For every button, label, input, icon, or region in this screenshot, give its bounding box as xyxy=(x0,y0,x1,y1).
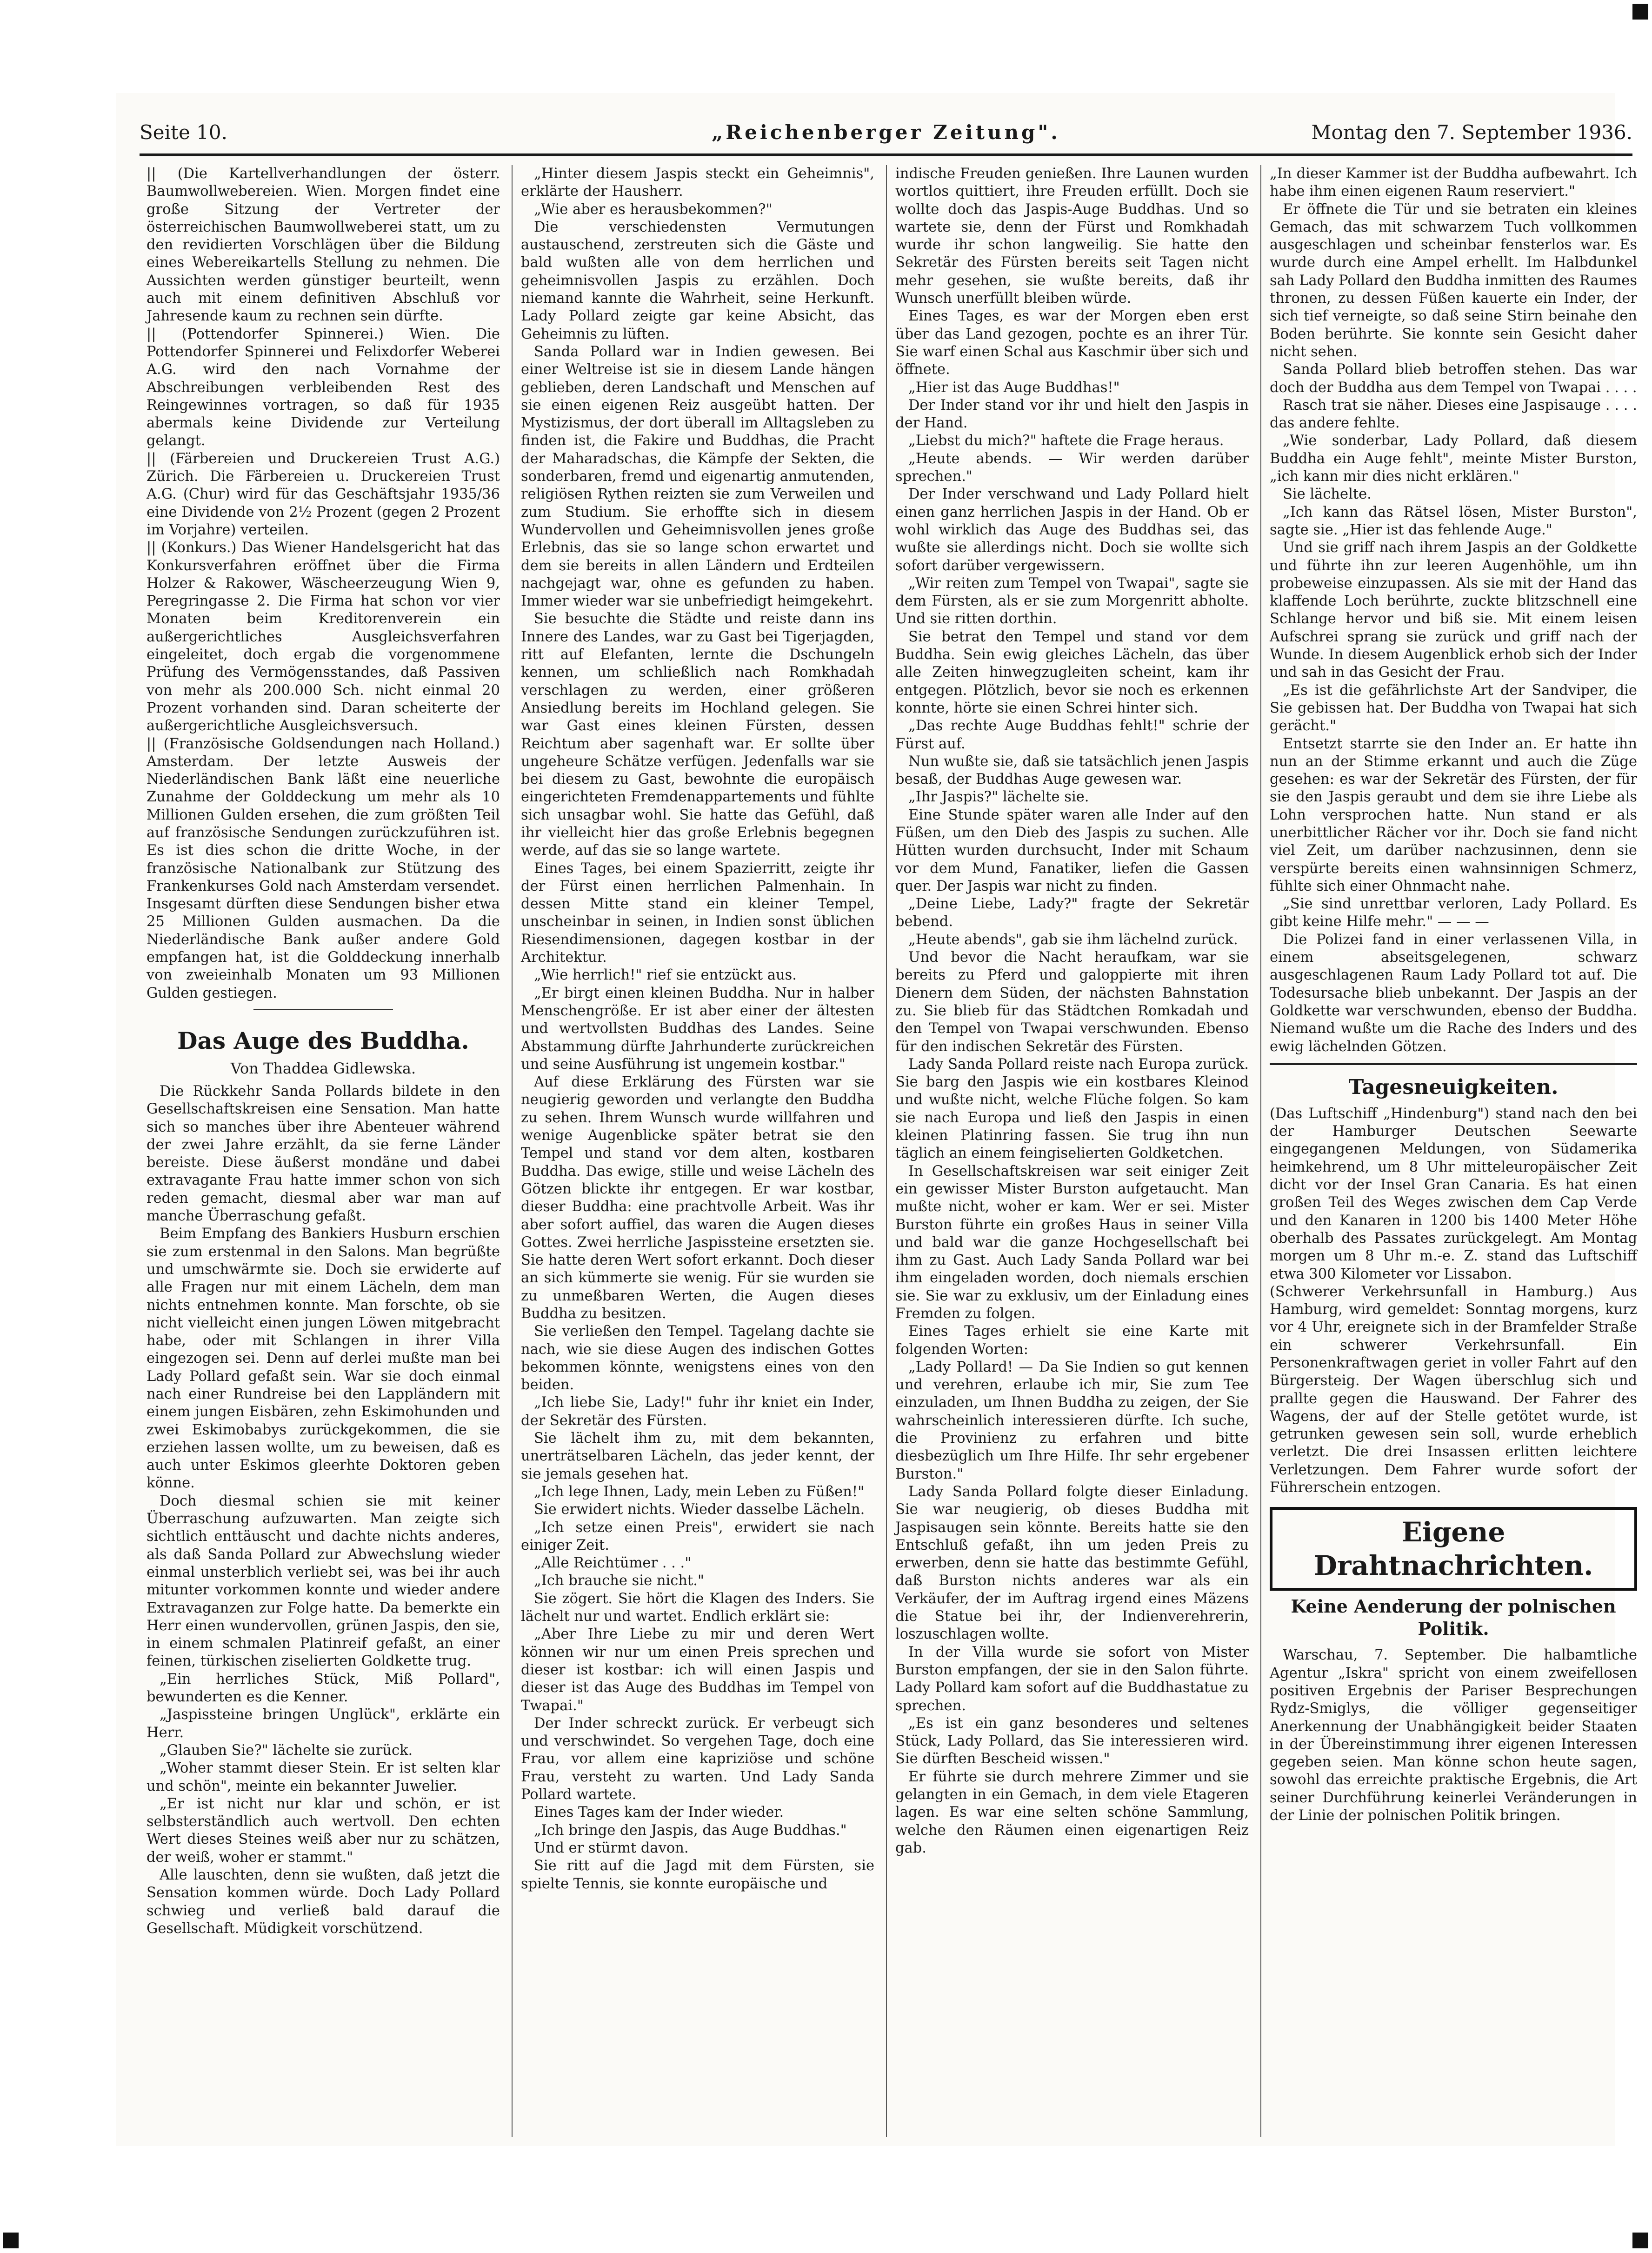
story-paragraph: „In dieser Kammer ist der Buddha aufbewahrt. Ich habe ihm einen eigenen Raum reserviert." xyxy=(1270,166,1637,200)
story-paragraph: indische Freuden genießen. Ihre Launen wurden wortlos quittiert, ihre Freuden erfüllt. Doch sie wollte doch das Jaspis-Auge Buddhas. Und so wartete sie, denn der Fürst und Romkhadah wurde ihr schon langweilig. Sie hatte den Sekretär des Fürsten bereits seit Tagen nicht mehr gesehen, sie wußte bereits, daß ihr Wunsch unerfüllt bleiben würde. xyxy=(895,166,1249,307)
story-paragraph: Nun wußte sie, daß sie tatsächlich jenen Jaspis besaß, der Buddhas Auge gewesen war. xyxy=(895,753,1249,788)
masthead: „Reichenberger Zeitung". xyxy=(712,121,1060,144)
story-paragraph: Er öffnete die Tür und sie betraten ein kleines Gemach, das mit schwarzem Tuch vollkommen ausgeschlagen und scheinbar fensterlos war. Es wurde durch eine Ampel erhellt. Im Halbdunkel sah Lady Pollard den Buddha inmitten des Raumes thronen, zu dessen Füßen kauerte ein Inder, der sich tief verneigte, so daß seine Stirn beinahe den Boden berührte. Sie konnte sein Gesicht daher nicht sehen. xyxy=(1270,201,1637,360)
story-paragraph: „Hier ist das Auge Buddhas!" xyxy=(908,379,1120,396)
story-paragraph: „Ich kann das Rätsel lösen, Mister Burston", sagte sie. „Hier ist das fehlende Auge." xyxy=(1270,504,1637,538)
story-paragraph: Lady Sanda Pollard reiste nach Europa zurück. Sie barg den Jaspis wie ein kostbares Kleinod und wußte nicht, welche Flüche folgen. So kam sie nach Europa und ließ den Jaspis in einen kleinen Platinring fassen. Sie trug ihn nun täglich an einem feingiselierten Goldketchen. xyxy=(895,1056,1249,1162)
story-paragraph: Sie ritt auf die Jagd mit dem Fürsten, sie spielte Tennis, sie konnte europäische und xyxy=(521,1858,874,1892)
story-paragraph: „Woher stammt dieser Stein. Er ist selten klar und schön", meinte ein bekannter Juwelier. xyxy=(147,1760,500,1794)
story-paragraph: Die verschiedensten Vermutungen austauschend, zerstreuten sich die Gäste und bald wußten alle von dem herrlichen und geheimnisvollen Jaspis zu erzählen. Doch niemand kannte die Wahrheit, seine Herkunft. Lady Pollard zeigte gar keine Absicht, das Geheimnis zu lüften. xyxy=(521,219,874,342)
section-heading-daily-news: Tagesneuigkeiten. xyxy=(1270,1063,1637,1101)
story-paragraph: „Ich liebe Sie, Lady!" fuhr ihr kniet ein Inder, der Sekretär des Fürsten. xyxy=(521,1394,874,1429)
story-paragraph: Auf diese Erklärung des Fürsten war sie neugierig geworden und verlangte den Buddha zu sehen. Ihrem Wunsch wurde willfahren und wenige Augenblicke später betrat sie den Tempel und stand vor dem alten, kostbaren Buddha. Das ewige, stille und weise Lächeln des Götzen blickte ihr entgegen. Er war kostbar, dieser Buddha: eine prachtvolle Arbeit. Was ihr aber sofort auffiel, das waren die Augen dieses Gottes. Zwei herrliche Jaspissteine ersetzten sie. Sie hatte deren Wert sofort erkannt. Doch dieser an sich kümmerte sie wenig. Für sie wurden sie zu unmeßbaren Werten, die Augen dieses Buddha zu besitzen. xyxy=(521,1074,874,1322)
story-paragraph: „Heute abends", gab sie ihm lächelnd zurück. xyxy=(908,931,1238,948)
news-item-airship: (Das Luftschiff „Hindenburg") stand nach den bei der Hamburger Deutschen Seewarte eingegangenen Meldungen, von Südamerika heimkehrend, um 8 Uhr mitteleuropäischer Zeit dicht vor der Insel Gran Canaria. Es hat einen großen Teil des Weges zwischen dem Cap Verde und den Kanaren in 1200 bis 1400 Meter Höhe oberhalb des Passates zurückgelegt. Am Montag morgen um 8 Uhr m.-e. Z. stand das Luftschiff etwa 300 Kilometer vor Lissabon. xyxy=(1270,1105,1637,1282)
story-paragraph: Sie betrat den Tempel und stand vor dem Buddha. Sein ewig gleiches Lächeln, das über alle Zeiten hinwegzugleiten scheint, kam ihr entgegen. Plötzlich, bevor sie noch es erkennen konnte, hörte sie einen Schrei hinter sich. xyxy=(895,628,1249,716)
story-paragraph: „Es ist ein ganz besonderes und seltenes Stück, Lady Pollard, das Sie interessieren wird. Sie dürften Bescheid wissen." xyxy=(895,1715,1249,1767)
story-paragraph: „Wie herrlich!" rief sie entzückt aus. xyxy=(534,967,797,984)
story-paragraph: „Ich brauche sie nicht." xyxy=(534,1573,704,1589)
news-item-cartel: || (Die Kartellverhandlungen der österr. Baumwollwebereien. Wien. Morgen findet eine große Sitzung der Vertreter der österreichischen Baumwollweberei statt, um zu den revidierten Vorschlägen über die Bildung eines Webereikartells Stellung zu nehmen. Die Aussichten werden günstiger beurteilt, wenn auch mit einem definitiven Abschluß vor Jahresende kaum zu rechnen sein dürfte. xyxy=(147,166,500,325)
story-byline: Von Thaddea Gidlewska. xyxy=(230,1059,416,1077)
story-paragraph: „Sie sind unrettbar verloren, Lady Pollard. Es gibt keine Hilfe mehr." — — — xyxy=(1270,896,1637,930)
section-rule xyxy=(253,1009,393,1010)
story-paragraph: „Glauben Sie?" lächelte sie zurück. xyxy=(160,1742,413,1759)
header-rule xyxy=(140,153,1632,156)
column-3 xyxy=(895,165,1249,1857)
story-paragraph: „Ich bringe den Jaspis, das Auge Buddhas." xyxy=(534,1822,847,1839)
column-2 xyxy=(521,165,874,1893)
story-paragraph: „Ich lege Ihnen, Lady, mein Leben zu Füßen!" xyxy=(534,1483,865,1500)
story-paragraph: Eines Tages erhielt sie eine Karte mit folgenden Worten: xyxy=(895,1323,1249,1358)
story-paragraph: Entsetzt starrte sie den Inder an. Er hatte ihn nun an der Stimme erkannt und auch die Züge gesehen: es war der Sekretär des Fürsten, der für sie den Jaspis geraubt und dem sie ihre Liebe als Lohn versprochen hatte. Nun stand er als unerbittlicher Rächer vor ihr. Doch sie fand nicht viel Zeit, um darüber nachzusinnen, denn sie verspürte bereits einen wahnsinnigen Schmerz, fühlte sich einer Ohnmacht nahe. xyxy=(1270,735,1637,894)
story-paragraph: Eine Stunde später waren alle Inder auf den Füßen, um den Dieb des Jaspis zu suchen. Alle Hütten wurden durchsucht, Inder mit Schaum vor dem Mund, Fanatiker, liefen die Gassen quer. Der Jaspis war nicht zu finden. xyxy=(895,807,1249,894)
story-paragraph: Und bevor die Nacht heraufkam, war sie bereits zu Pferd und galoppierte mit ihren Dienern dem Süden, der nächsten Bahnstation zu. Sie blieb für das Städtchen Romkadah und den Tempel von Twapai verschwunden. Ebenso für den indischen Sekretär des Fürsten. xyxy=(895,949,1249,1055)
story-paragraph: „Hinter diesem Jaspis steckt ein Geheimnis", erklärte der Hausherr. xyxy=(521,166,874,200)
news-item-bankruptcy: || (Konkurs.) Das Wiener Handelsgericht hat das Konkursverfahren eröffnet über die Firma Holzer & Rakower, Wäscheerzeugung Wien 9, Peregringasse 2. Die Firma hat schon vor vier Monaten beim Kreditorenverein ein außergerichtliches Ausgleichsverfahren eingeleitet, doch ergab die vorgenommene Prüfung des Vermögensstandes, daß Passiven von mehr als 200.000 Sch. nicht einmal 20 Prozent vorhanden sind. Daran scheiterte der außergerichtliche Ausgleichsversuch. xyxy=(147,540,500,734)
page-number: Seite 10. xyxy=(140,121,227,144)
story-paragraph: Sie lächelt ihm zu, mit dem bekannten, unerträtselbaren Lächeln, das jeder kennt, der sie jemals gesehen hat. xyxy=(521,1430,874,1482)
story-paragraph: „Deine Liebe, Lady?" fragte der Sekretär bebend. xyxy=(895,896,1249,930)
story-paragraph: „Wie aber es herausbekommen?" xyxy=(534,201,773,218)
story-paragraph: „Alle Reichtümer . . ." xyxy=(534,1555,692,1572)
column-divider xyxy=(886,165,887,2137)
wire-news-headline: Keine Aenderung der polnischen Politik. xyxy=(1291,1596,1616,1640)
story-paragraph: „Er ist nicht nur klar und schön, er ist selbsterständlich auch wertvoll. Den echten Wert dieses Steines weiß aber nur zu schätzen, der weiß, woher er stammt." xyxy=(147,1795,500,1866)
story-paragraph: Beim Empfang des Bankiers Husburn erschien sie zum erstenmal in den Salons. Man begrüßte und umschwärmte sie. Doch sie erwiderte auf alle Fragen nur mit einem Lächeln, dem man nichts entnehmen konnte. Man forschte, ob sie nicht vielleicht einen jungen Löwen mitgebracht habe, oder mit Schlangen in ihrer Villa eingezogen sei. Denn auf derlei mußte man bei Lady Pollard gefaßt sein. War sie doch einmal nach einer Rundreise bei den Lappländern mit einem jungen Eisbären, zehn Eskimohunden und zwei Eskimobabys zurückgekommen, die sie erziehen lassen wollte, um zu beweisen, daß es auch unter Eskimos gleerhte Doktoren geben könne. xyxy=(147,1226,500,1492)
story-paragraph: Der Inder verschwand und Lady Pollard hielt einen ganz herrlichen Jaspis in der Hand. Ob er wohl wirklich das Auge des Buddhas sei, das wußte sie allerdings nicht. Doch sie wollte sich sofort darüber vergewissern. xyxy=(895,486,1249,574)
news-item-gold-shipments: || (Französische Goldsendungen nach Holland.) Amsterdam. Der letzte Ausweis der Niederländischen Bank läßt eine neuerliche Zunahme der Golddeckung um mehr als 10 Millionen Gulden ersehen, die zum größten Teil auf französische Sendungen zurückzuführen ist. Es ist dies schon die dritte Woche, in der französische Nationalbank zur Stützung des Frankenkurses Gold nach Amsterdam versendet. Insgesamt dürften diese Sendungen bisher etwa 25 Millionen Gulden ausmachen. Da die Niederländische Bank außer andere Gold empfangen hat, ist die Golddeckung innerhalb von zweieinhalb Monaten um 93 Millionen Gulden gestiegen. xyxy=(147,735,500,1001)
story-paragraph: In Gesellschaftskreisen war seit einiger Zeit ein gewisser Mister Burston aufgetaucht. Man mußte nicht, woher er kam. Wer er sei. Mister Burston führte ein großes Haus in seiner Villa und bald war die ganze Hochgesellschaft bei ihm zu Gast. Auch Lady Sanda Pollard war bei ihm eingeladen worden, doch niemals erschien sie. Sie war zu exklusiv, um der Einladung eines Fremden zu folgen. xyxy=(895,1163,1249,1322)
story-paragraph: Eines Tages kam der Inder wieder. xyxy=(534,1804,784,1821)
section-heading-wire-news: Eigene Drahtnachrichten. xyxy=(1270,1507,1637,1591)
story-paragraph: Die Rückkehr Sanda Pollards bildete in den Gesellschaftskreisen eine Sensation. Man hatte sich so manches über ihre Abenteuer während der zwei Jahre erzählt, da sie ferne Länder bereiste. Diese äußerst mondäne und dabei extravagante Frau hatte immer schon von sich reden gemacht, diesmal aber war man auf manche Überraschung gefaßt. xyxy=(147,1083,500,1225)
story-paragraph: „Das rechte Auge Buddhas fehlt!" schrie der Fürst auf. xyxy=(895,718,1249,752)
story-paragraph: „Es ist die gefährlichste Art der Sandviper, die Sie gebissen hat. Der Buddha von Twapai hat sich gerächt." xyxy=(1270,682,1637,734)
story-paragraph: „Wir reiten zum Tempel von Twapai", sagte sie dem Fürsten, als er sie zum Morgenritt abholte. Und sie ritten dorthin. xyxy=(895,575,1249,627)
news-item-dyeworks-trust: || (Färbereien und Druckereien Trust A.G.) Zürich. Die Färbereien u. Druckereien Trust A.G. (Chur) wird für das Geschäftsjahr 1935/36 eine Dividende von 2½ Prozent (gegen 2 Prozent im Vorjahre) verteilen. xyxy=(147,450,500,538)
story-paragraph: Sie zögert. Sie hört die Klagen des Inders. Sie lächelt nur und wartet. Endlich erklärt sie: xyxy=(521,1590,874,1625)
story-paragraph: Eines Tages, bei einem Spazierritt, zeigte ihr der Fürst einen herrlichen Palmenhain. In dessen Mitte stand ein kleiner Tempel, unscheinbar in seinen, in Indien sonst üblichen Riesendimensionen, dagegen kostbar in der Architektur. xyxy=(521,860,874,966)
story-paragraph: „Lady Pollard! — Da Sie Indien so gut kennen und verehren, erlaube ich mir, Sie zum Tee einzuladen, um Ihnen Buddha zu zeigen, der Sie wahrscheinlich interessieren dürfte. Ich suche, die Provinienz zu erfahren und bitte diesbezüglich um Ihre Hilfe. Ihr sehr ergebener Burston." xyxy=(895,1359,1249,1482)
story-paragraph: „Liebst du mich?" haftete die Frage heraus. xyxy=(908,433,1224,449)
story-paragraph: Sanda Pollard war in Indien gewesen. Bei einer Weltreise ist sie in diesem Lande hängen geblieben, deren Landschaft und Menschen auf sie einen eigenen Reiz ausgeübt hatten. Der Mystizismus, der dort überall im Alltagsleben zu finden ist, die Fakire und Buddhas, die Pracht der Maharadschas, die Kämpfe der Sekten, die sonderbaren, fremd und eigenartig anmutenden, religiösen Rythen reizten sie zum Verweilen und zum Studium. Sie erhoffte sich in diesem Wundervollen und Geheimnisvollen jenes große Erlebnis, das sie so lange schon erwartet und dem sie bereits in allen Ländern und Erdteilen nachgejagt war, ohne es gefunden zu haben. Immer wieder war sie unbefriedigt heimgekehrt. xyxy=(521,343,874,610)
story-paragraph: Lady Sanda Pollard folgte dieser Einladung. Sie war neugierig, ob dieses Buddha mit Jaspisaugen sein könnte. Bereits hatte sie den Entschluß gefaßt, ihn um jeden Preis zu erwerben, denn sie hatte das bestimmte Gefühl, daß Burston nichts anderes war als ein Verkäufer, der im Auftrag irgend eines Mäzens die Statue bei ihr, der Indienverehrerin, loszuschlagen wollte. xyxy=(895,1483,1249,1643)
story-paragraph: Der Inder schreckt zurück. Er verbeugt sich und verschwindet. So vergehen Tage, doch eine Frau, vor allem eine kapriziöse und schöne Frau, versteht zu warten. Und Lady Sanda Pollard wartete. xyxy=(521,1715,874,1803)
story-paragraph: „Er birgt einen kleinen Buddha. Nur in halber Menschengröße. Er ist aber einer der ältesten und wertvollsten Buddhas des Landes. Seine Abstammung dürfte Jahrhunderte zurückreichen und seine Ausführung ist ungemein kostbar." xyxy=(521,985,874,1073)
story-paragraph: Eines Tages, es war der Morgen eben erst über das Land gezogen, pochte es an ihrer Tür. Sie warf einen Schal aus Kaschmir über sich und öffnete. xyxy=(895,308,1249,378)
story-paragraph: Der Inder stand vor ihr und hielt den Jaspis in der Hand. xyxy=(895,397,1249,432)
story-paragraph: Sie verließen den Tempel. Tagelang dachte sie nach, wie sie diese Augen des indischen Gottes bekommen könnte, wenigstens eines von den beiden. xyxy=(521,1323,874,1393)
news-item-warsaw: Warschau, 7. September. Die halbamtliche Agentur „Iskra" spricht von einem zweifellosen positiven Ergebnis der Pariser Besprechungen Rydz-Smiglys, die völliger gegenseitiger Anerkennung der Unabhängigkeit beider Staaten in der Übereinstimmung ihrer eigenen Interessen gegeben seien. Man könne schon heute sagen, sowohl das erreichte praktische Ergebnis, die Art seiner Durchführung keinerlei Veränderungen in der Linie der polnischen Politik bringen. xyxy=(1270,1647,1637,1824)
story-paragraph: „Ein herrliches Stück, Miß Pollard", bewunderten es die Kenner. xyxy=(147,1671,500,1706)
story-paragraph: Sie besuchte die Städte und reiste dann ins Innere des Landes, war zu Gast bei Tigerjagden, ritt auf Elefanten, lernte die Dschungeln kennen, um schließlich nach Romkhadah verschlagen zu werden, einer größeren Ansiedlung bereits im Hochland gelegen. Sie war Gast eines kleinen Fürsten, dessen Reichtum aber sagenhaft war. Er sollte über ungeheure Schätze verfügen. Jedenfalls war sie bei diesem zu Gast, bewohnte die europäisch eingerichteten Fremdenappartements und fühlte sich unsagbar wohl. Sie hatte das Gefühl, daß ihr vielleicht hier das große Erlebnis begegnen werde, auf das sie so lange wartete. xyxy=(521,611,874,859)
story-paragraph: „Wie sonderbar, Lady Pollard, daß diesem Buddha ein Auge fehlt", meinte Mister Burston, „ich kann mir dies nicht erklären." xyxy=(1270,433,1637,485)
registration-mark-bottom-right xyxy=(1632,2233,1648,2248)
story-paragraph: Alle lauschten, denn sie wußten, daß jetzt die Sensation kommen würde. Doch Lady Pollard schwieg und verließ bald darauf die Gesellschaft. Müdigkeit vorschützend. xyxy=(147,1867,500,1937)
story-paragraph: Sie erwidert nichts. Wieder dasselbe Lächeln. xyxy=(534,1501,865,1518)
news-item-pottendorfer: || (Pottendorfer Spinnerei.) Wien. Die Pottendorfer Spinnerei und Felixdorfer Weberei A.G. wird den nach Vornahme der Abschreibungen verbleibenden Rest des Reingewinnes vortragen, so daß für 1935 abermals keine Dividende zur Verteilung gelangt. xyxy=(147,326,500,449)
story-title: Das Auge des Buddha. xyxy=(177,1027,469,1054)
story-paragraph: Sanda Pollard blieb betroffen stehen. Das war doch der Buddha aus dem Tempel von Twapai . . . . xyxy=(1270,361,1637,396)
story-paragraph: Rasch trat sie näher. Dieses eine Jaspisauge . . . . das andere fehlte. xyxy=(1270,397,1637,432)
registration-mark-bottom-left xyxy=(3,2233,19,2248)
story-paragraph: Er führte sie durch mehrere Zimmer und sie gelangten in ein Gemach, in dem viele Etageren lagen. Es war eine selten schöne Sammlung, welche den Räumen einen eigenartigen Reiz gab. xyxy=(895,1768,1249,1856)
story-paragraph: „Aber Ihre Liebe zu mir und deren Wert können wir nur um einen Preis sprechen und dieser ist kostbar: ich will einen Jaspis und dieser ist das Auge des Buddhas im Tempel von Twapai." xyxy=(521,1626,874,1714)
column-1 xyxy=(147,165,500,1938)
scan-border-bottom xyxy=(0,2146,1652,2253)
story-paragraph: Und er stürmt davon. xyxy=(534,1840,689,1856)
story-paragraph: „Heute abends. — Wir werden darüber sprechen." xyxy=(895,450,1249,485)
story-paragraph: In der Villa wurde sie sofort von Mister Burston empfangen, der sie in den Salon führte. Lady Pollard kam sofort auf die Buddhastatue zu sprechen. xyxy=(895,1644,1249,1714)
scan-border-left xyxy=(0,0,116,2253)
story-paragraph: Doch diesmal schien sie mit keiner Überraschung aufzuwarten. Man zeigte sich sichtlich enttäuscht und dachte nichts anderes, als daß Sanda Pollard zur Abwechslung wieder einmal unsterblich verliebt sei, was bei ihr auch mitunter vorkommen konnte und wieder andere Extravaganzen zur Folge hatte. Da bemerkte ein Herr einen wundervollen, grünen Jaspis, den sie, in einem schmalen Platinreif gefaßt, an einer feinen, türkischen ziselierten Goldkette trug. xyxy=(147,1493,500,1670)
news-item-traffic-accident: (Schwerer Verkehrsunfall in Hamburg.) Aus Hamburg, wird gemeldet: Sonntag morgens, kurz vor 4 Uhr, ereignete sich in der Bramfelder Straße ein schwerer Verkehrsunfall. Ein Personenkraftwagen geriet in voller Fahrt auf den Bürgersteig. Der Wagen überschlug sich und prallte gegen die Hauswand. Der Fahrer des Wagens, der auf der Stelle getötet wurde, ist getrunken gewesen sein soll, wurde erheblich verletzt. Die drei Insassen erlitten leichtere Verletzungen. Dem Fahrer wurde sofort der Führerschein entzogen. xyxy=(1270,1283,1637,1496)
story-paragraph: Sie lächelte. xyxy=(1283,486,1372,503)
column-divider xyxy=(512,165,513,2137)
issue-date: Montag den 7. September 1936. xyxy=(1311,121,1632,144)
registration-mark-top-right xyxy=(1632,4,1648,20)
story-paragraph: „Ich setze einen Preis", erwidert sie nach einiger Zeit. xyxy=(521,1519,874,1553)
story-paragraph: „Jaspissteine bringen Unglück", erklärte ein Herr. xyxy=(147,1706,500,1741)
column-4 xyxy=(1270,165,1637,1825)
story-paragraph: „Ihr Jaspis?" lächelte sie. xyxy=(908,789,1089,806)
column-divider xyxy=(1260,165,1261,2137)
story-paragraph: Die Polizei fand in einer verlassenen Villa, in einem abseitsgelegenen, schwarz ausgeschlagenen Raum Lady Pollard tot auf. Die Todesursache blieb unbekannt. Der Jaspis an der Goldkette war verschwunden, ebenso der Buddha. Niemand wußte um die Rache des Inders und des ewig lächelnden Götzen. xyxy=(1270,931,1637,1055)
scan-border-top xyxy=(0,0,1652,93)
story-paragraph: Und sie griff nach ihrem Jaspis an der Goldkette und führte ihn zur leeren Augenhöhle, um ihn probeweise einzupassen. Als sie mit der Hand das klaffende Loch berührte, zuckte blitzschnell eine Schlange hervor und biß sie. Mit einem leisen Aufschrei sprang sie zurück und griff nach der Wunde. In diesem Augenblick erhob sich der Inder und sah in das Gesicht der Frau. xyxy=(1270,540,1637,681)
page-header xyxy=(140,116,1632,149)
